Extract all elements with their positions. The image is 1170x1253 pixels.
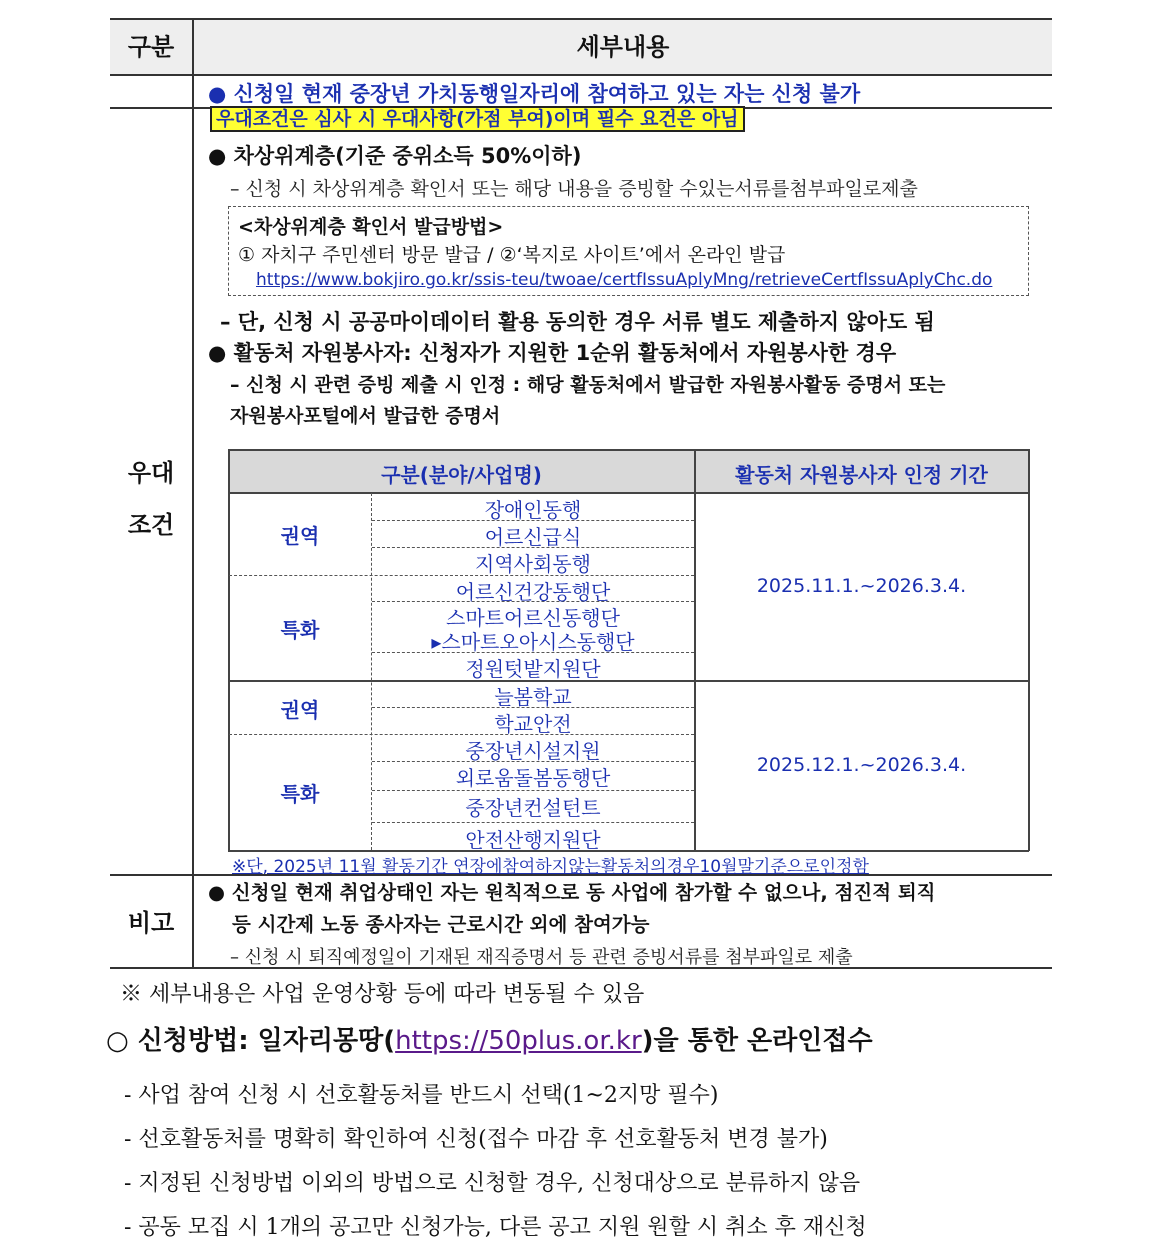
bullet-low-income-sub: – 신청 시 차상위계층 확인서 또는 해당 내용을 증빙할 수있는서류를첨부파일로제출: [230, 178, 918, 200]
bullet-low-income: ● 차상위계층(기준 중위소득 50%이하): [208, 144, 582, 168]
highlight-text: 우대조건은 심사 시 우대사항(가점 부여)이며 필수 요건은 아님: [210, 106, 745, 132]
list-item: 늘봄학교: [494, 685, 572, 709]
list-item: ▸스마트오아시스동행단: [431, 630, 635, 654]
row0-notice: ● 신청일 현재 중장년 가치동행일자리에 참여하고 있는 자는 신청 불가: [208, 82, 861, 106]
list-item: 장애인동행: [484, 498, 582, 522]
list-item: 정원텃밭지원단: [465, 657, 601, 681]
bullet-volunteer: ● 활동처 자원봉사자: 신청자가 지원한 1순위 활동처에서 자원봉사한 경우: [208, 341, 897, 365]
change-notice: ※ 세부내용은 사업 운영상황 등에 따라 변동될 수 있음: [120, 982, 645, 1007]
group2-cat-special: 특화: [280, 782, 320, 806]
preferential-label: [110, 447, 192, 551]
list-item: 지역사회동행: [475, 552, 591, 576]
list-item: - 사업 참여 신청 시 선호활동처를 반드시 선택(1~2지망 필수): [124, 1083, 719, 1108]
inner-head-category: 구분(분야/사업명): [381, 463, 542, 487]
bokjiro-link[interactable]: https://www.bokjiro.go.kr/ssis-teu/twoae/certfIssuAplyMng/retrieveCertfIssuAplyChc.do: [256, 270, 993, 290]
preferential-label-line2: 조건: [127, 511, 175, 539]
preferential-label-line1: 우대: [127, 459, 175, 487]
inner-top-border: [228, 449, 1029, 451]
list-item: 안전산행지원단: [465, 828, 601, 852]
header-details: 세부내용: [576, 33, 670, 61]
header-category: 구분: [127, 33, 175, 61]
inner-head-period: 활동처 자원봉사자 인정 기간: [735, 463, 988, 487]
group1-cat-special: 특화: [280, 618, 320, 642]
remarks-line3: – 신청 시 퇴직예정일이 기재된 재직증명서 등 관련 증빙서류를 첨부파일로 제출: [230, 947, 853, 968]
list-item: 학교안전: [494, 712, 572, 736]
group1-period: 2025.11.1.~2026.3.4.: [756, 575, 967, 597]
item-divider: [372, 822, 694, 823]
apply-method: [106, 1020, 873, 1057]
apply-method-prefix: ○ 신청방법: 일자리몽땅(: [106, 1026, 396, 1056]
list-item: - 공동 모집 시 1개의 공고만 신청가능, 다른 공고 지원 원할 시 취소 후 재신청: [124, 1215, 867, 1240]
certificate-box-method: ① 자치구 주민센터 방문 발급 / ②‘복지로 사이트’에서 온라인 발급: [238, 244, 786, 266]
inner-table-footnote: ※단, 2025년 11월 활동기간 연장에참여하지않는활동처의경우10월말기준으로인정함: [232, 857, 869, 877]
certificate-box-title: <차상위계층 확인서 발급방법>: [238, 216, 504, 238]
inner-right-border: [1028, 449, 1030, 851]
list-item: 외로움돌봄동행단: [455, 766, 611, 790]
list-item: - 지정된 신청방법 이외의 방법으로 신청할 경우, 신청대상으로 분류하지 않음: [124, 1171, 861, 1196]
list-item: 중장년컨설턴트: [465, 796, 601, 820]
group1-cat-regional: 권역: [280, 524, 320, 548]
remarks-line2: 등 시간제 노동 종사자는 근로시간 외에 참여가능: [232, 913, 650, 936]
apply-method-suffix: )을 통한 온라인접수: [641, 1026, 873, 1056]
list-item: - 선호활동처를 명확히 확인하여 신청(접수 마감 후 선호활동처 변경 불가): [124, 1127, 828, 1152]
group2-period: 2025.12.1.~2026.3.4.: [756, 754, 967, 776]
list-item: 중장년시설지원: [465, 739, 601, 763]
bullet-volunteer-sub1: – 신청 시 관련 증빙 제출 시 인정 : 해당 활동처에서 발급한 자원봉사활동 증명서 또는: [230, 374, 946, 396]
apply-url-link[interactable]: https://50plus.or.kr: [395, 1026, 642, 1056]
remarks-label: 비고: [127, 909, 175, 937]
list-item: 스마트어르신동행단: [446, 606, 620, 630]
group2-cat-regional: 권역: [280, 698, 320, 722]
preferential-highlight: [210, 108, 745, 130]
mydata-note: – 단, 신청 시 공공마이데이터 활용 동의한 경우 서류 별도 제출하지 않아도 됨: [220, 310, 935, 334]
list-item: 어르신건강동행단: [455, 580, 611, 604]
list-item: 어르신급식: [484, 525, 582, 549]
column-divider: [192, 19, 194, 968]
bullet-volunteer-sub2: 자원봉사포털에서 발급한 증명서: [230, 405, 501, 427]
remarks-line1: ● 신청일 현재 취업상태인 자는 원칙적으로 동 사업에 참가할 수 없으나, 점진적 퇴직: [208, 881, 936, 904]
inner-period-divider: [694, 449, 696, 851]
